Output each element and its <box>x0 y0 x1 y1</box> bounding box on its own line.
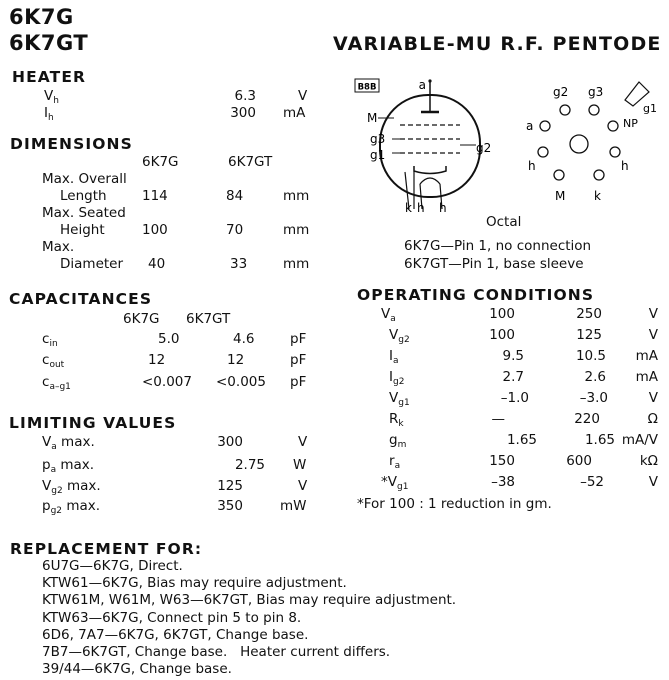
operating-unit: V <box>648 306 658 322</box>
operating-value: –1.0 <box>500 390 529 406</box>
limiting-values-heading: LIMITING VALUES <box>9 414 177 432</box>
operating-value: –38 <box>491 474 515 490</box>
capacitance-value: <0.005 <box>216 374 266 390</box>
dimensions-unit: mm <box>283 222 310 238</box>
operating-symbol: $V_{g1}$ <box>389 390 410 408</box>
replacement-item: 6D6, 7A7—6K7G, 6K7GT, Change base. <box>42 626 309 643</box>
operating-value: –3.0 <box>579 390 608 406</box>
dimensions-label: Max. Overall <box>42 171 127 187</box>
capacitance-unit: pF <box>290 331 307 347</box>
operating-value: 1.65 <box>584 432 615 448</box>
page-title: VARIABLE-MU R.F. PENTODE <box>333 33 662 55</box>
capacitances-col-6k7g: 6K7G <box>123 311 160 327</box>
replacement-item: KTW61—6K7G, Bias may require adjustment. <box>42 575 347 592</box>
heater-label: h <box>417 201 425 215</box>
shield-label: M <box>367 111 378 125</box>
dimensions-label: Max. <box>42 239 75 255</box>
operating-unit: V <box>648 474 658 490</box>
operating-unit: V <box>648 390 658 406</box>
operating-unit: V <box>648 327 658 343</box>
operating-value: 9.5 <box>502 348 524 364</box>
base-type-label: Octal <box>486 214 522 230</box>
operating-symbol: $I_a$ <box>389 348 399 366</box>
pin-note-6k7g: 6K7G—Pin 1, no connection <box>404 238 592 254</box>
operating-value: 220 <box>574 411 600 427</box>
limiting-unit: V <box>298 478 308 494</box>
operating-value: 100 <box>489 327 515 343</box>
dimensions-value: 33 <box>230 256 248 272</box>
dimensions-heading: DIMENSIONS <box>10 135 133 153</box>
replacement-item: KTW63—6K7G, Connect pin 5 to pin 8. <box>42 609 302 626</box>
operating-value: 100 <box>489 306 515 322</box>
dimensions-value: 40 <box>148 256 166 272</box>
dimensions-unit: mm <box>283 188 310 204</box>
heater-ih-unit: mA <box>283 105 306 121</box>
operating-footnote: *For 100 : 1 reduction in gm. <box>357 496 552 512</box>
capacitance-unit: pF <box>290 374 307 390</box>
dimensions-col-6k7g: 6K7G <box>142 154 179 170</box>
dimensions-label: Diameter <box>60 256 124 272</box>
limiting-value: 2.75 <box>234 457 265 473</box>
dimensions-label: Length <box>60 188 107 204</box>
tube-name-6k7gt: 6K7GT <box>9 31 89 55</box>
operating-value: 125 <box>576 327 602 343</box>
capacitance-cout-symbol: $c_{out}$ <box>42 352 65 370</box>
operating-value: 250 <box>576 306 602 322</box>
heater-ih-symbol: $I_h$ <box>44 105 54 123</box>
anode-label: a <box>418 78 426 92</box>
capacitance-value: 5.0 <box>158 331 180 347</box>
cathode-label: k <box>405 201 412 215</box>
capacitance-cin-symbol: $c_{in}$ <box>42 331 58 349</box>
operating-value: 10.5 <box>575 348 606 364</box>
replacement-item: 7B7—6K7GT, Change base. Heater current differs. <box>42 644 391 661</box>
dimensions-label: Max. Seated <box>42 205 126 221</box>
pin-h-label: h <box>621 159 629 173</box>
capacitance-value: 12 <box>148 352 166 368</box>
operating-unit: kΩ <box>639 453 658 469</box>
capacitance-unit: pF <box>290 352 307 368</box>
capacitance-value: 12 <box>227 352 245 368</box>
operating-unit: mA <box>635 348 658 364</box>
limiting-label: $p_a$ max. <box>42 457 95 475</box>
dimensions-value: 100 <box>142 222 168 238</box>
limiting-label: $V_{g2}$ max. <box>42 478 101 496</box>
control-grid-label: g1 <box>370 148 386 162</box>
dimensions-unit: mm <box>283 256 310 272</box>
dimensions-col-6k7gt: 6K7GT <box>228 154 273 170</box>
base-pin-diagram <box>515 72 665 212</box>
operating-unit: Ω <box>647 411 658 427</box>
replacement-item: KTW61M, W61M, W63—6K7GT, Bias may require adjustment. <box>42 592 457 609</box>
capacitance-value: <0.007 <box>142 374 192 390</box>
operating-symbol: $g_m$ <box>389 432 407 450</box>
pin-m-label: M <box>555 189 566 203</box>
limiting-value: 300 <box>217 434 243 450</box>
heater-vh-symbol: $V_h$ <box>44 88 59 106</box>
limiting-label: $V_a$ max. <box>42 434 95 452</box>
capacitance-cag1-symbol: $c_{a-g1}$ <box>42 374 71 392</box>
operating-symbol: $I_{g2}$ <box>389 369 405 387</box>
limiting-unit: V <box>298 434 308 450</box>
limiting-unit: mW <box>280 498 307 514</box>
limiting-label: $p_{g2}$ max. <box>42 498 101 516</box>
limiting-value: 350 <box>217 498 243 514</box>
operating-symbol: $r_a$ <box>389 453 401 471</box>
heater-vh-unit: V <box>298 88 308 104</box>
top-cap-g1-label: g1 <box>643 102 657 115</box>
capacitances-heading: CAPACITANCES <box>9 290 153 308</box>
operating-unit: mA <box>635 369 658 385</box>
pin-g3-label: g3 <box>588 85 604 99</box>
base-code-label: B8B <box>357 82 377 93</box>
pin-k-label: k <box>594 189 601 203</box>
operating-value: 2.7 <box>502 369 524 385</box>
operating-value: 150 <box>489 453 515 469</box>
replacement-heading: REPLACEMENT FOR: <box>10 540 203 558</box>
operating-value: 1.65 <box>506 432 537 448</box>
replacement-list <box>42 558 456 678</box>
dimensions-value: 70 <box>226 222 244 238</box>
heater-label: h <box>439 201 447 215</box>
capacitance-value: 4.6 <box>233 331 255 347</box>
pin-np-label: NP <box>623 117 638 130</box>
tube-name-6k7g: 6K7G <box>9 5 74 29</box>
heater-vh-value: 6.3 <box>234 88 256 104</box>
pin-note-6k7gt: 6K7GT—Pin 1, base sleeve <box>404 256 584 272</box>
operating-unit: mA/V <box>621 432 658 448</box>
limiting-unit: W <box>293 457 307 473</box>
limiting-value: 125 <box>217 478 243 494</box>
heater-heading: HEATER <box>12 68 87 86</box>
pin-g2-label: g2 <box>553 85 569 99</box>
heater-ih-value: 300 <box>230 105 256 121</box>
operating-value: 600 <box>566 453 592 469</box>
operating-value: — <box>491 411 505 427</box>
operating-symbol: $*V_{g1}$ <box>381 474 409 492</box>
capacitances-col-6k7gt: 6K7GT <box>186 311 231 327</box>
dimensions-value: 84 <box>226 188 244 204</box>
replacement-item: 39/44—6K7G, Change base. <box>42 661 232 678</box>
pin-h-label: h <box>528 159 536 173</box>
operating-symbol: $V_a$ <box>381 306 396 324</box>
operating-conditions-heading: OPERATING CONDITIONS <box>357 286 595 304</box>
tube-symbol-diagram <box>350 72 510 222</box>
operating-symbol: $V_{g2}$ <box>389 327 410 345</box>
dimensions-value: 114 <box>142 188 168 204</box>
dimensions-label: Height <box>60 222 105 238</box>
replacement-item: 6U7G—6K7G, Direct. <box>42 558 183 574</box>
operating-value: –52 <box>580 474 604 490</box>
screen-grid-label: g2 <box>476 141 492 155</box>
suppressor-grid-label: g3 <box>370 132 386 146</box>
pin-a-label: a <box>526 119 534 133</box>
operating-value: 2.6 <box>584 369 606 385</box>
operating-symbol: $R_k$ <box>389 411 404 429</box>
